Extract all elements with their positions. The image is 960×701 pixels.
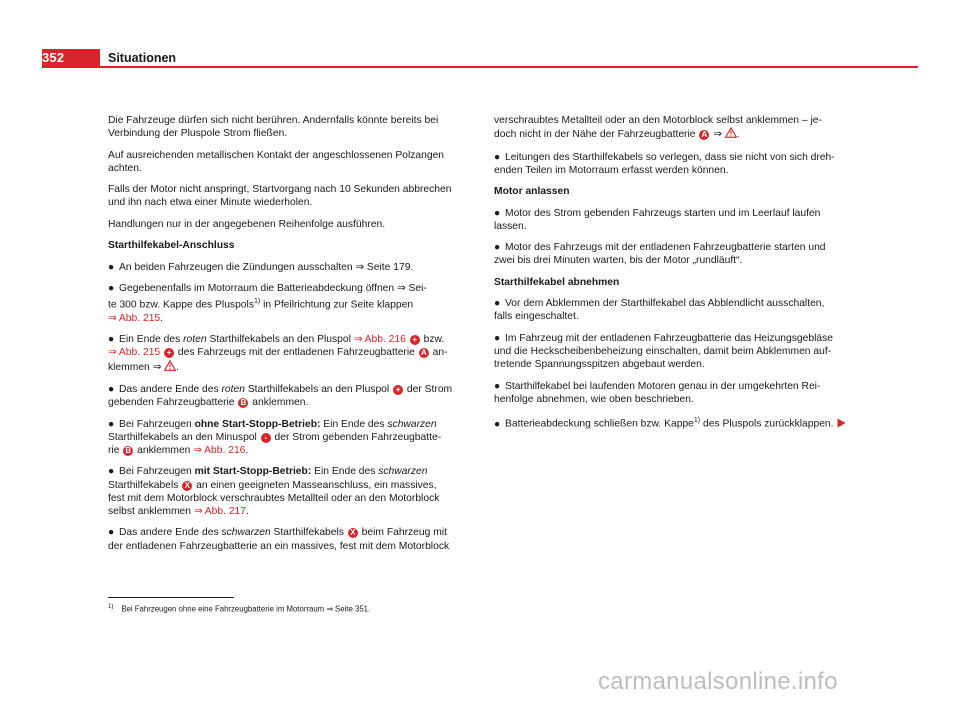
paragraph: Falls der Motor nicht anspringt, Startvorgang nach 10 Sekunden abbrechen und ihn nach etwa einer Minute wiederholen. [108,184,452,209]
list-item: ● Bei Fahrzeugen ohne Start-Stopp-Betrieb: Ein Ende des schwarzen Starthilfekabels an den Minuspol - der Strom gebenden Fahrzeugbatte- rie B anklemmen ⇒ Abb. 216. [108,418,442,456]
footnote-text: Bei Fahrzeugen ohne eine Fahrzeugbatterie im Motorraum ⇒ Seite 351. [121,604,371,614]
bullet-dot: ● [108,261,115,273]
paragraph: Handlungen nur in der angegebenen Reihenfolge ausführen. [108,218,386,230]
continue-arrow-icon[interactable] [837,418,846,432]
section-heading: Starthilfekabel-Anschluss [108,240,235,252]
ground-x-badge: X [182,481,192,491]
list-item: ● Ein Ende des roten Starthilfekabels an den Pluspol ⇒ Abb. 216 + bzw. ⇒ Abb. 215 + des Fahrzeugs mit der entladenen Fahrzeugbatterie A an- klemmen ⇒ . [108,333,470,375]
battery-a-badge: A [419,348,429,358]
list-item: ● Motor des Strom gebenden Fahrzeugs starten und im Leerlauf laufen lassen. [494,207,821,232]
list-item: ● Das andere Ende des roten Starthilfekabels an den Pluspol + der Strom gebenden Fahrzeugbatterie B anklemmen. [108,383,453,409]
battery-b-badge: B [123,446,133,456]
footnote-rule [108,597,234,598]
list-item: ● Bei Fahrzeugen mit Start-Stopp-Betrieb: Ein Ende des schwarzen Starthilfekabels X an einen geeigneten Masseanschluss, ein massives, fest mit dem Motorblock verschraubtes Metallteil oder an den Motorblock selbst anklemmen ⇒ Abb. 217. [108,466,440,517]
bullet-dot: ● [494,332,501,344]
list-item: ● Motor des Fahrzeugs mit der entladenen Fahrzeugbatterie starten und zwei bis drei Minuten warten, bis der Motor „rundläuft“. [494,242,826,267]
bullet-dot: ● [494,298,501,310]
plus-pole-badge: + [410,335,420,345]
left-column [108,114,470,561]
minus-pole-badge: - [261,433,271,443]
paragraph: Auf ausreichenden metallischen Kontakt der angeschlossenen Polzangen achten. [108,149,445,174]
bullet-dot: ● [494,151,501,163]
bullet-dot: ● [494,418,501,430]
plus-pole-badge: + [164,348,174,358]
bullet-dot: ● [108,383,115,395]
warning-triangle-icon[interactable] [725,127,737,142]
section-heading: Starthilfekabel abnehmen [494,276,620,288]
list-item: ● Im Fahrzeug mit der entladenen Fahrzeugbatterie das Heizungsgebläse und die Heckscheibenbeheizung einschalten, damit beim Abklemmen auf- tretende Spannungsspitzen abgebaut werden. [494,332,833,371]
figure-link[interactable]: ⇒ Abb. 215 [108,347,161,359]
ground-x-badge: X [348,528,358,538]
list-item: ● An beiden Fahrzeugen die Zündungen ausschalten ⇒ Seite 179. [108,261,414,273]
right-column [494,114,856,440]
page-number-box [42,49,100,68]
chapter-title: Situationen [108,51,177,65]
bullet-dot: ● [108,527,115,539]
list-item: ● Starthilfekabel bei laufenden Motoren genau in der umgekehrten Rei- henfolge abnehmen, wie oben beschrieben. [494,380,821,405]
section-heading: Motor anlassen [494,186,570,198]
figure-link[interactable]: ⇒ Abb. 215 [108,312,161,324]
list-item: ● Batterieabdeckung schließen bzw. Kappe$^{1)}$ des Pluspols zurückklappen. [494,414,856,432]
footnote-marker: 1) [108,604,114,610]
figure-link[interactable]: ⇒ Abb. 217 [193,505,247,517]
warning-triangle-icon[interactable] [164,360,176,375]
watermark: carmanualsonline.info [598,668,838,695]
list-item: ● Leitungen des Starthilfekabels so verlegen, dass sie nicht von sich dreh- enden Teilen im Motorraum erfasst werden können. [494,151,835,176]
footnote [108,604,370,614]
page-number: 352 [42,50,65,65]
list-item: ● Gegebenenfalls im Motorraum die Batterieabdeckung öffnen ⇒ Sei- te 300 bzw. Kappe des Pluspols$^{1)}$ in Pfeilrichtung zur Seite klappen ⇒ Abb. 215. [108,282,427,324]
battery-a-badge: A [699,130,709,140]
plus-pole-badge: + [393,385,403,395]
figure-link[interactable]: ⇒ Abb. 216 [353,334,406,346]
battery-b-badge: B [238,398,248,408]
paragraph: verschraubtes Metallteil oder an den Motorblock selbst anklemmen – je- doch nicht in der Nähe der Fahrzeugbatterie A ⇒ . [494,114,856,142]
paragraph: Die Fahrzeuge dürfen sich nicht berühren. Andernfalls könnte bereits bei Verbindung der Pluspole Strom fließen. [108,115,439,140]
bullet-dot: ● [108,334,115,346]
list-item: ● Das andere Ende des schwarzen Starthilfekabels X beim Fahrzeug mit der entladenen Fahrzeugbatterie an ein massives, fest mit dem Motorblock [108,527,450,552]
header-rule [100,66,918,68]
list-item: ● Vor dem Abklemmen der Starthilfekabel das Abblendlicht ausschalten, falls eingeschaltet. [494,298,825,323]
bullet-dot: ● [494,380,501,392]
bullet-dot: ● [494,207,501,219]
bullet-dot: ● [108,466,115,478]
bullet-dot: ● [108,282,115,294]
bullet-dot: ● [494,242,501,254]
bullet-dot: ● [108,418,115,430]
figure-link[interactable]: ⇒ Abb. 216 [193,444,246,456]
